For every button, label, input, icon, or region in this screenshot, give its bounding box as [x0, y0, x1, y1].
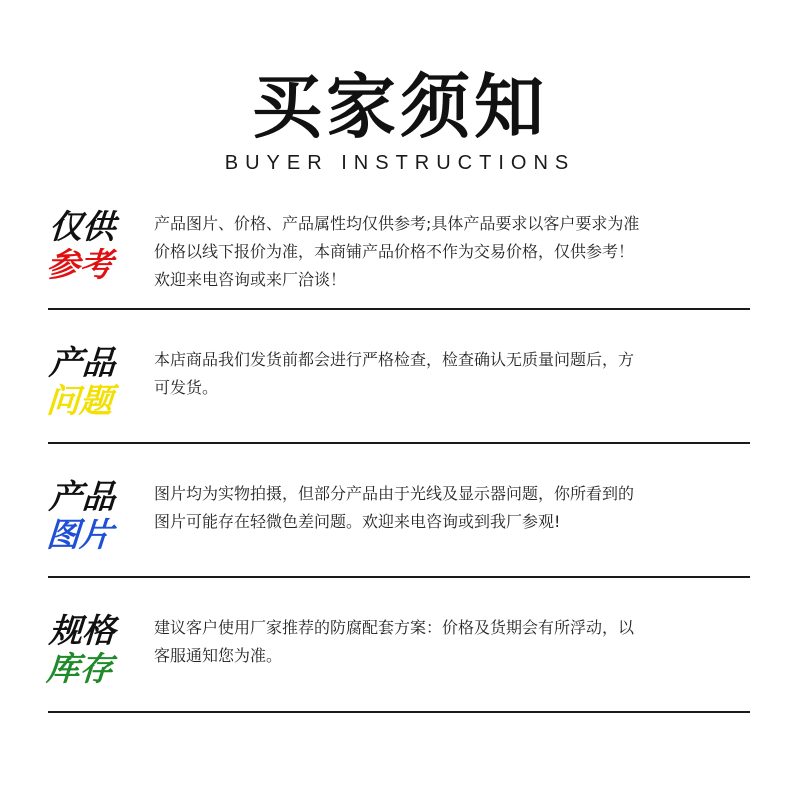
section-label — [45, 344, 130, 420]
section-text — [154, 614, 744, 670]
page-subtitle: BUYER INSTRUCTIONS — [224, 152, 576, 174]
section-label-line2: 库存 — [45, 649, 115, 688]
section-text-line: 图片可能存在轻微色差问题。欢迎来电咨询或到我厂参观! — [154, 512, 561, 531]
section-text-line: 欢迎来电咨询或来厂洽谈！ — [154, 270, 347, 289]
section-text-line: 图片均为实物拍摄，但部分产品由于光线及显示器问题，你所看到的 — [154, 484, 635, 503]
section-text — [154, 346, 744, 402]
section-label — [45, 208, 130, 284]
section-label-line1: 规格 — [48, 611, 117, 650]
divider — [48, 442, 750, 444]
section-label-line2: 问题 — [45, 381, 115, 420]
section-label — [45, 478, 130, 554]
divider — [48, 576, 750, 578]
section-text-line: 价格以线下报价为准，本商铺产品价格不作为交易价格，仅供参考！ — [154, 242, 635, 261]
section-label-line2: 图片 — [45, 515, 115, 554]
section-text-line: 可发货。 — [154, 378, 219, 397]
section-text — [154, 210, 744, 294]
section-label — [45, 612, 130, 688]
section-text-line: 客服通知您为准。 — [154, 646, 283, 665]
section-label-line1: 产品 — [48, 343, 117, 382]
section-label-line1: 仅供 — [48, 207, 117, 246]
section-text — [154, 480, 744, 536]
section-label-line1: 产品 — [48, 477, 117, 516]
section-text-line: 产品图片、价格、产品属性均仅供参考;具体产品要求以客户要求为准 — [154, 214, 640, 233]
section-text-line: 建议客户使用厂家推荐的防腐配套方案：价格及货期会有所浮动，以 — [154, 618, 635, 637]
section-label-line2: 参考 — [45, 245, 115, 284]
divider — [48, 711, 750, 713]
page-title: 买家须知 — [252, 66, 548, 148]
divider — [48, 308, 750, 310]
section-text-line: 本店商品我们发货前都会进行严格检查，检查确认无质量问题后，方 — [154, 350, 635, 369]
